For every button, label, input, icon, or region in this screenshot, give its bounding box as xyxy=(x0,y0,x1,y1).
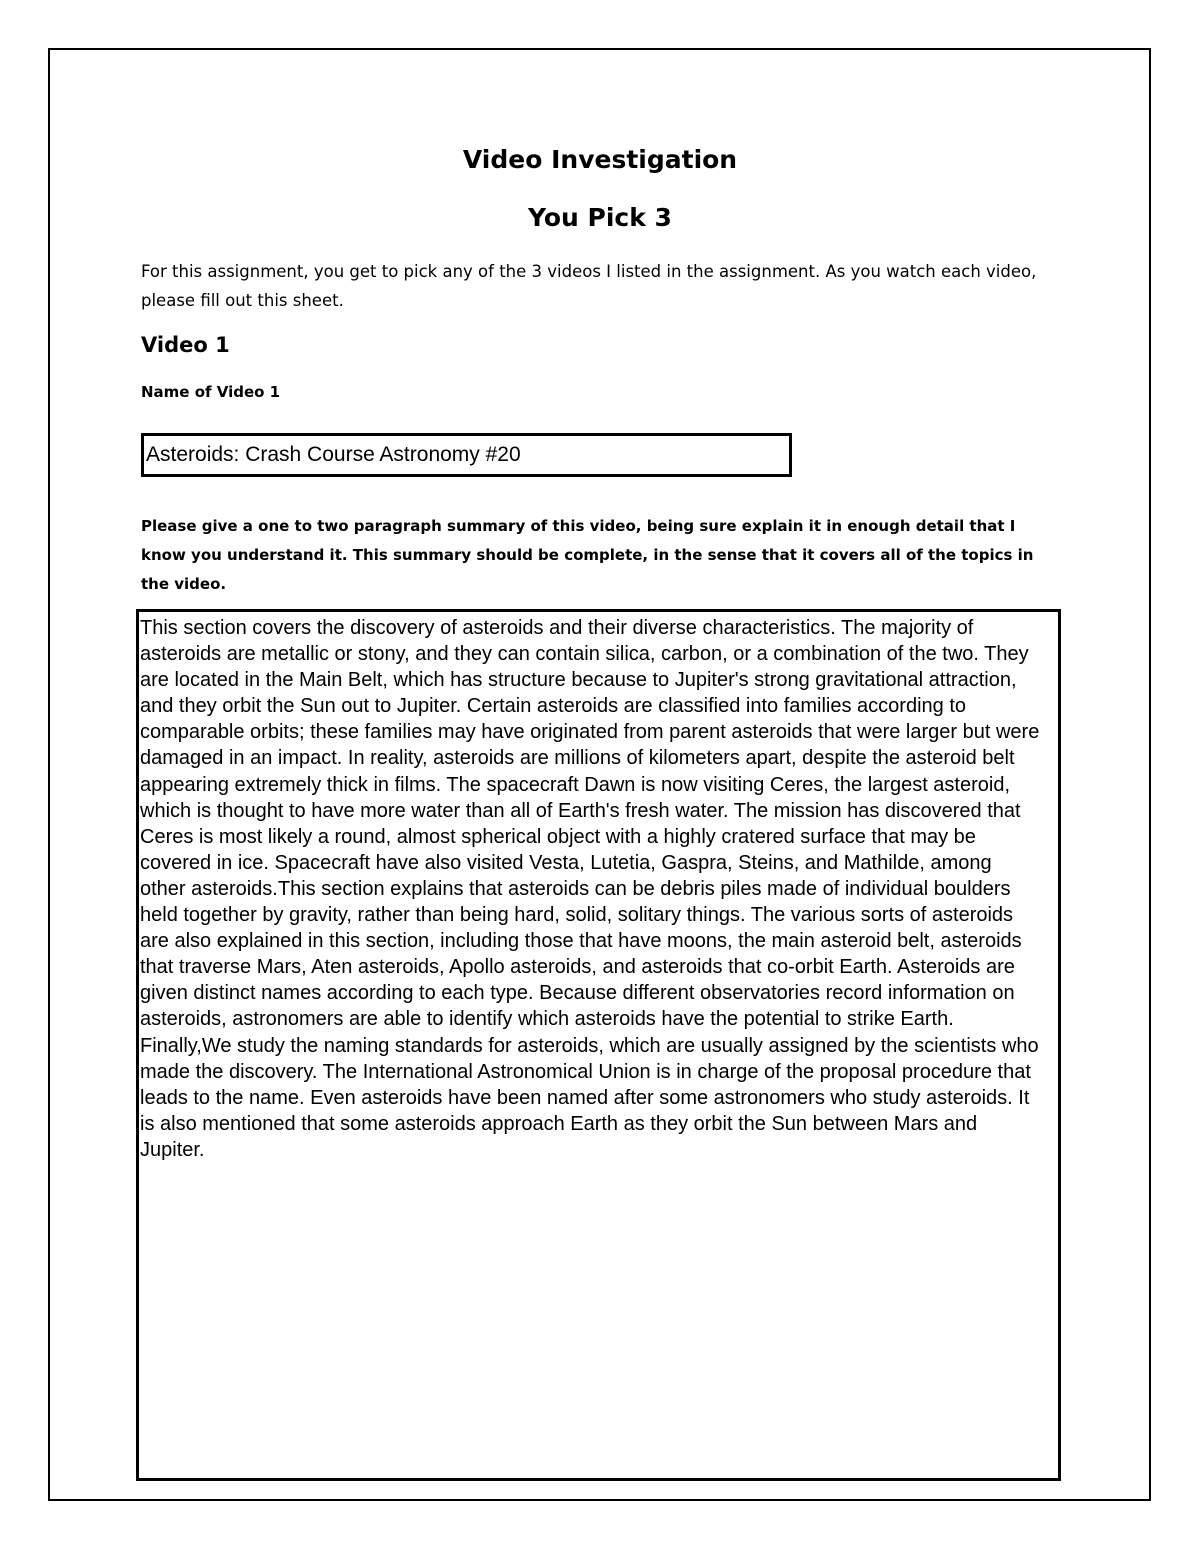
video-1-summary-prompt: Please give a one to two paragraph summary of this video, being sure explain it in enough detail that I know you understand it. This summary should be complete, in the sense that it covers all of the topics in the video. xyxy=(141,517,1034,593)
video-1-name-label: Name of Video 1 xyxy=(141,383,281,401)
document-subtitle: You Pick 3 xyxy=(528,203,672,232)
video-1-heading: Video 1 xyxy=(141,333,230,357)
document-title: Video Investigation xyxy=(462,145,738,174)
assignment-instructions: For this assignment, you get to pick any of the 3 videos I listed in the assignment. As you watch each video, please fill out this sheet. xyxy=(141,262,1037,310)
video-1-summary-field[interactable]: This section covers the discovery of asteroids and their diverse characteristics. The majority of asteroids are metallic or stony, and they can contain silica, carbon, or a combination of the two. They are located in the Main Belt, which has structure because to Jupiter's strong gravitational attraction, and they orbit the Sun out to Jupiter. Certain asteroids are classified into families according to comparable orbits; these families may have originated from parent asteroids that were larger but were damaged in an impact. In reality, asteroids are millions of kilometers apart, despite the asteroid belt appearing extremely thick in films. The spacecraft Dawn is now visiting Ceres, the largest asteroid, which is thought to have more water than all of Earth's fresh water. The mission has discovered that Ceres is most likely a round, almost spherical object with a highly cratered surface that may be covered in ice. Spacecraft have also visited Vesta, Lutetia, Gaspra, Steins, and Mathilde, among other asteroids.This section explains that asteroids can be debris piles made of individual boulders held together by gravity, rather than being hard, solid, solitary things. The various sorts of asteroids are also explained in this section, including those that have moons, the main asteroid belt, asteroids that traverse Mars, Aten asteroids, Apollo asteroids, and asteroids that co-orbit Earth. Asteroids are given distinct names according to each type. Because different observatories record information on asteroids, astronomers are able to identify which asteroids have the potential to strike Earth. Finally,We study the naming standards for asteroids, which are usually assigned by the scientists who made the discovery. The International Astronomical Union is in charge of the proposal procedure that leads to the name. Even asteroids have been named after some astronomers who study asteroids. It is also mentioned that some asteroids approach Earth as they orbit the Sun between Mars and Jupiter. xyxy=(136,609,1061,1481)
video-1-name-field[interactable]: Asteroids: Crash Course Astronomy #20 xyxy=(141,433,792,477)
